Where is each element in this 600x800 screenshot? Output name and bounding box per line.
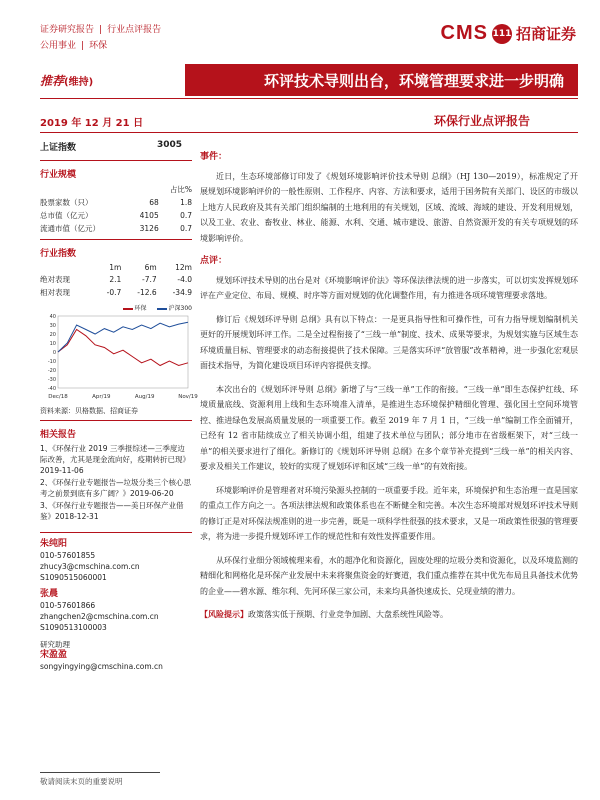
cell: -34.9 [172,288,192,297]
x-tick-label: Aug/19 [134,394,155,400]
legend-item [123,303,147,312]
cell: 0.7 [180,211,192,220]
risk-warning [200,607,578,623]
table-header [40,262,192,273]
y-tick-label: 20 [49,332,56,338]
legend-swatch [157,308,167,310]
category-research: 证券研究报告 [40,25,95,35]
table-row [40,273,192,286]
y-tick-label: 40 [49,314,56,320]
analyst-email[interactable]: zhangchen2@cmschina.com.cn [40,612,159,621]
related-title: 相关报告 [40,430,77,440]
related-report-item[interactable]: 1、《环保行业 2019 三季报综述—三季度边际改善，尤其是现金流向好，疫期转折已现》2019-11-06 [40,444,190,475]
assistant-label: 研究助理 [40,640,70,649]
related-report-item[interactable]: 2、《环保行业专题报告—垃圾分类三个核心思考之前景到底有多广阔？》2019-06-20 [40,478,192,498]
cell: 绝对表现 [40,275,70,284]
analyst-phone: 010-57601866 [40,601,96,610]
analyst-block [40,539,192,672]
cell: 2.1 [109,275,122,284]
index-row [40,140,192,156]
scale-title: 行业规模 [40,170,77,180]
series-line [58,322,188,352]
divider [40,420,192,421]
cell: 0.7 [180,224,192,233]
cell: 4105 [139,211,159,220]
category-subsector: 环保 [89,41,108,51]
cell: -4.0 [177,275,192,284]
legend-label: 环保 [134,305,147,312]
category-sector: 公用事业 [40,41,77,51]
logo-mark-icon: 111 [492,24,512,44]
series-line [58,330,188,366]
logo-cn: 招商证券 [515,25,576,43]
y-tick-label: 0 [52,350,56,356]
related-report-item[interactable]: 3、《环保行业专题报告——美日环保产业借鉴》2018-12-31 [40,501,184,521]
performance-chart [40,312,198,402]
report-type: 环保行业点评报告 [433,114,530,128]
paragraph: 规划环评技术导则的出台是对《环境影响评价法》等环保法律法规的进一步落实，可以切实发挥规划环评在产业定位、布局、规模、时序等方面对规划的优化调整作用，有力推进各项环境管理要求落地。 [200,275,578,300]
report-headline: 环评技术导则出台，环境管理要求进一步明确 [185,64,578,96]
title-bar [40,64,578,96]
divider [40,532,192,533]
report-date: 2019 年 12 月 21 日 [40,118,144,129]
assistant-email[interactable]: songyingying@cmschina.com.cn [40,662,163,671]
cell: 总市值（亿元） [40,211,93,220]
report-category: 证券研究报告 | 行业点评报告 公用事业 | 环保 [40,22,161,54]
cell: 6m [144,263,157,272]
cell: -0.7 [106,288,122,297]
y-tick-label: -30 [47,377,56,383]
table-row [40,222,192,235]
cell: -12.6 [137,288,157,297]
analyst-cert: S1090515060001 [40,573,107,582]
legend-item [157,303,192,312]
x-tick-label: Dec/18 [48,394,68,400]
scale-table [40,183,192,235]
category-type: 行业点评报告 [107,25,162,35]
scale-col-header: 占比% [169,185,192,194]
cell: 相对表现 [40,288,70,297]
index-value: 3005 [156,140,182,150]
analyst-name: 张晨 [40,589,59,599]
chart-source: 资料来源：贝格数据、招商证券 [40,407,138,415]
cell: 流通市值（亿元） [40,224,100,233]
cell: -7.7 [142,275,157,284]
rating [40,64,185,96]
table-row [40,196,192,209]
divider [40,160,192,161]
rating-main: 推荐 [40,74,65,88]
risk-label: 【风险提示】 [200,610,248,619]
assistant-name: 宋盈盈 [40,650,68,660]
footer-disclaimer: 敬请阅读末页的重要说明 [40,777,123,786]
performance-table [40,262,192,299]
paragraph: 环境影响评价是管理者对环境污染源头控制的一项重要手段。近年来，环境保护和生态治理一直是国家的重点工作方向之一。各项法律法规和政策体系也在不断健全和完善。本次生态环境部对规划环评技术导则的修订正是对环保法规准则的进一步完善，既是一项科学性很强的技术要求，又是一项政策性很强的管理要求，将为进一步提升规划环评工作的规范性和有效性发挥重要作用。 [200,485,578,541]
table-row [40,209,192,222]
related-reports [40,443,192,522]
sidebar [40,140,198,672]
analyst-email[interactable]: zhucy3@cmschina.com.cn [40,562,140,571]
risk-text: 政策落实低于预期、行业竞争加剧、大盘系统性风险等。 [248,610,448,619]
index-label: 上证指数 [40,143,77,153]
date-divider [40,132,578,133]
cms-logo [441,22,576,45]
section-heading-comment: 点评： [200,256,228,266]
y-tick-label: -10 [47,359,56,365]
report-body [200,150,578,631]
y-tick-label: 10 [49,341,56,347]
y-tick-label: -40 [47,386,56,392]
cell [40,262,95,273]
analyst-name: 朱纯阳 [40,539,68,549]
cell: 股票家数（只） [40,198,93,207]
title-divider [40,98,578,99]
chart-legend [40,303,192,312]
paragraph: 近日，生态环境部修订印发了《规划环境影响评价技术导则 总纲》（HJ 130—2019），标准规定了开展规划环境影响评价的一般性原则、工作程序、内容、方法和要求，适用于国务院有关部门、设区的市级以上地方人民政府及其有关部门组织编制的土地利用的有关规划，区域、流域、海域的建设、开发利用规划，以及工业、农业、畜牧业、林业、能源、水利、交通、城市建设、旅游、自然资源开发的有关专项规划的环境影响评价。 [200,171,578,243]
cell: 1.8 [180,198,192,207]
rating-sub: (维持) [64,77,94,88]
table-row [40,286,192,299]
logo-en: CMS [440,22,488,44]
divider [40,239,192,240]
cell: 3126 [139,224,159,233]
analyst-phone: 010-57601855 [40,551,96,560]
paragraph: 修订后《规划环评导则 总纲》具有以下特点：一是更具指导性和可操作性，可有力指导规划编制机关更好的开展规划环评工作。二是全过程衔接了“三线一单”制度、技术、成果等要求，为规划实施与区域生态环境质量目标、管理要求的动态衔接提供了技术保障。三是落实环评“放管服”改革精神，进一步强化宏观层面技术指导，为简化建设项目环评内容提供支撑。 [200,314,578,370]
y-tick-label: -20 [47,368,56,374]
legend-label: 沪深300 [168,305,192,312]
cell: 68 [149,198,159,207]
footer-divider [40,772,160,773]
section-heading-event: 事件： [200,152,228,162]
x-tick-label: Apr/19 [92,394,111,400]
y-tick-label: 30 [49,323,56,329]
cell: 1m [109,263,122,272]
cell: 12m [175,263,192,272]
x-tick-label: Nov/19 [178,394,198,400]
paragraph: 本次出台的《规划环评导则 总纲》新增了与“三线一单”工作的衔接。“三线一单”即生态保护红线、环境质量底线、资源利用上线和生态环境准入清单，是推进生态环境保护精细化管理、强化国土空间环境管控、推进绿色发展高质量发展的一项重要工作。截至 2019 年 7 月 1 日，“三线一单”编制工作全面铺开，已经有 12 省市陆续成立了相关协调小组，组建了技术单位与团队；部分地市在省级框架下，对“三线一单”的相关要求进行了细化。新修订的《规划环评导则 总纲》在多个章节补充提到“三线一单”的相关内容、要求及相关工作建议，较好的实现了规划环评和区域“三线一单”的有效衔接。 [200,384,578,471]
paragraph: 从环保行业细分领域梳理来看，水的超净化和资源化，固废处理的垃圾分类和资源化，以及环境监测的精细化和网格化是环保产业发展中未来将聚焦资金的好赛道，我们重点推荐在其中优先布局且具备技术优势的企业——碧水源、维尔利、先河环保三家公司，未来均具备快速成长、兑现业绩的潜力。 [200,555,578,596]
analyst-cert: S1090513100003 [40,623,107,632]
performance-title: 行业指数 [40,249,77,259]
legend-swatch [123,308,133,310]
